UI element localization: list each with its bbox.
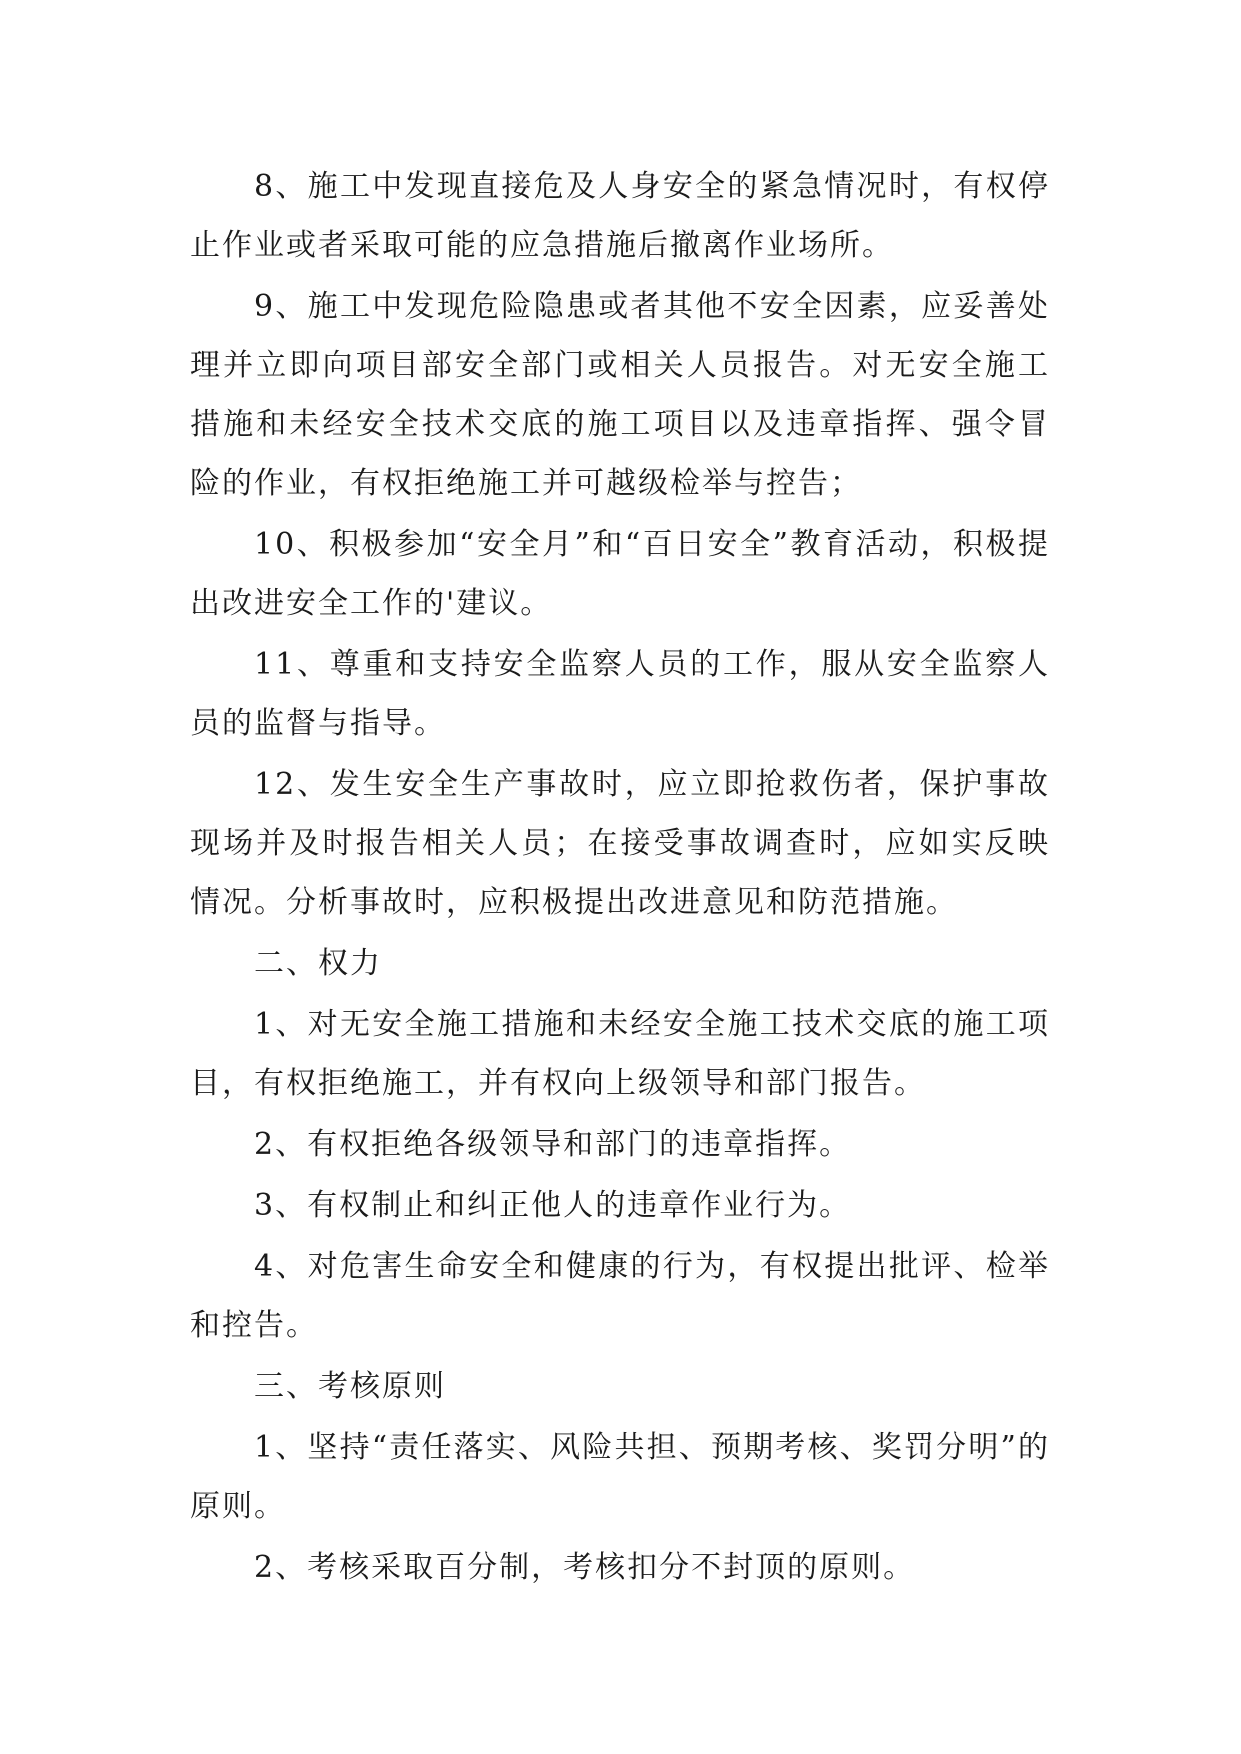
rights-item-4: 4、对危害生命安全和健康的行为，有权提出批评、检举和控告。: [190, 1249, 1050, 1343]
assessment-item-2: 2、考核采取百分制，考核扣分不封顶的原则。: [254, 1550, 916, 1585]
document-body: [190, 157, 1050, 1599]
rights-item-3: 3、有权制止和纠正他人的违章作业行为。: [254, 1188, 852, 1223]
section-heading-rights: 二、权力: [254, 946, 382, 981]
rights-item-2: 2、有权拒绝各级领导和部门的违章指挥。: [254, 1127, 852, 1162]
paragraph-item-8: 8、施工中发现直接危及人身安全的紧急情况时，有权停止作业或者采取可能的应急措施后撤离作业场所。: [190, 169, 1050, 263]
paragraph-item-9: 9、施工中发现危险隐患或者其他不安全因素，应妥善处理并立即向项目部安全部门或相关人员报告。对无安全施工措施和未经安全技术交底的施工项目以及违章指挥、强令冒险的作业，有权拒绝施工并可越级检举与控告；: [190, 289, 1050, 501]
paragraph-item-12: 12、发生安全生产事故时，应立即抢救伤者，保护事故现场并及时报告相关人员；在接受事故调查时，应如实反映情况。分析事故时，应积极提出改进意见和防范措施。: [190, 767, 1050, 920]
section-heading-assessment: 三、考核原则: [254, 1369, 446, 1404]
rights-item-1: 1、对无安全施工措施和未经安全施工技术交底的施工项目，有权拒绝施工，并有权向上级领导和部门报告。: [190, 1007, 1050, 1101]
assessment-item-1: 1、坚持“责任落实、风险共担、预期考核、奖罚分明”的原则。: [190, 1430, 1050, 1524]
paragraph-item-10: 10、积极参加“安全月”和“百日安全”教育活动，积极提出改进安全工作的'建议。: [190, 527, 1050, 621]
paragraph-item-11: 11、尊重和支持安全监察人员的工作，服从安全监察人员的监督与指导。: [190, 647, 1050, 741]
